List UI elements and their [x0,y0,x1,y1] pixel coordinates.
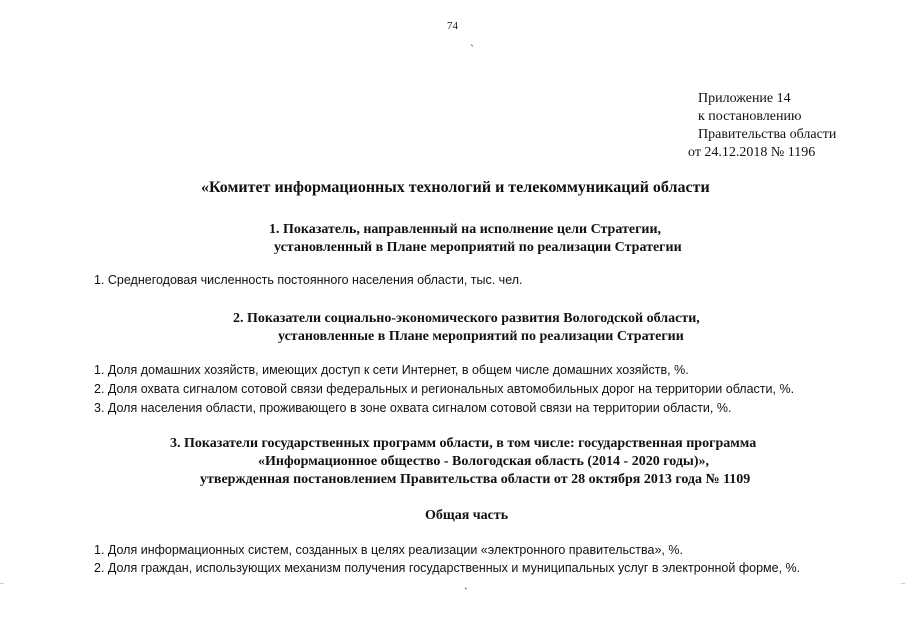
section-2-heading-line-1: 2. Показатели социально-экономического развития Вологодской области, [233,311,700,326]
list-item: 3. Доля населения области, проживающего в зоне охвата сигналом сотовой связи на территории области, %. [94,401,732,415]
section-3-heading-line-2: «Информационное общество - Вологодская область (2014 - 2020 годы)», [258,454,710,469]
scan-mark: ` [470,42,474,56]
list-item: 1. Среднегодовая численность постоянного населения области, тыс. чел. [94,273,523,287]
appendix-line-2: к постановлению [698,109,802,124]
list-item: 1. Доля домашних хозяйств, имеющих доступ к сети Интернет, в общем числе домашних хозяйств, %. [94,363,689,377]
appendix-line-1: Приложение 14 [698,91,791,106]
scan-edge-mark [901,583,905,584]
section-3-subheading: Общая часть [425,508,509,523]
appendix-line-4: от 24.12.2018 № 1196 [688,145,816,160]
list-item: 2. Доля граждан, использующих механизм получения государственных и муниципальных услуг в электронной форме, %. [94,561,801,575]
section-3-heading-line-1: 3. Показатели государственных программ области, в том числе: государственная программа [170,436,757,451]
appendix-line-3: Правительства области [698,127,837,142]
main-title: «Комитет информационных технологий и телекоммуникаций области [201,179,710,196]
page-number: 74 [447,20,458,32]
section-3-heading-line-3: утвержденная постановлением Правительства области от 28 октября 2013 года № 1109 [200,472,751,487]
scan-mark: ` [464,585,468,599]
section-2-heading-line-2: установленные в Плане мероприятий по реализации Стратегии [278,329,684,344]
section-1-heading-line-2: установленный в Плане мероприятий по реализации Стратегии [274,240,682,255]
list-item: 1. Доля информационных систем, созданных в целях реализации «электронного правительства», %. [94,543,683,557]
section-1-heading-line-1: 1. Показатель, направленный на исполнение цели Стратегии, [269,222,662,237]
scan-edge-mark [0,583,4,584]
list-item: 2. Доля охвата сигналом сотовой связи федеральных и региональных автомобильных дорог на территории области, %. [94,382,795,396]
